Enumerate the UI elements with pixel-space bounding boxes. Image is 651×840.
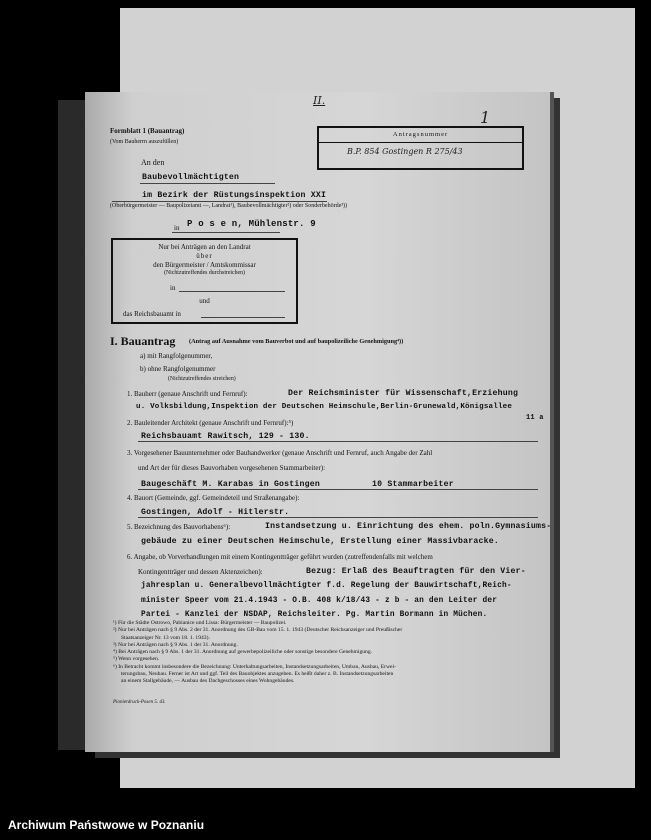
footnote: Staatsanzeiger Nr. 13 vom 18. 1. 1943).: [121, 634, 210, 641]
item6-label: 6. Angabe, ob Vorverhandlungen mit einem Kontingentträger geführt wurden (zutreffendenfalls mit welchem: [127, 553, 433, 561]
handwritten-mark: 1: [480, 108, 491, 127]
footnote: ¹) Für die Städte Ostrowo, Pabianice und Lissa: Bürgermeister — Baupolizei.: [113, 620, 287, 626]
option-b: b) ohne Rangfolgenummer: [140, 365, 216, 373]
landrat-line4: (Nichtzutreffendes durchstreichen): [164, 270, 245, 276]
landrat-line2: über: [196, 252, 213, 260]
folder-edge: [58, 100, 88, 750]
footnote: ⁶) In Betracht kommt insbesondere die Bezeichnung: Unterhaltungsarbeiten, Instandsetzungsarbeiten, Umbau, Ausbau, Erwei-: [113, 663, 396, 670]
footnote: ⁵) Wenn vorgesehen.: [113, 656, 160, 663]
item4-value: Gostingen, Adolf - Hitlerstr.: [141, 508, 290, 517]
item1-value: Der Reichsminister für Wissenschaft,Erziehung: [288, 389, 519, 398]
item6-value2: jahresplan u. Generalbevollmächtigter f.d. Regelung der Bauwirtschaft,Reich-: [141, 582, 512, 590]
item5-value: Instandsetzung u. Einrichtung des ehem. poln.Gymnasiums-: [265, 522, 552, 531]
item3-value: Baugeschäft M. Karabas in Gostingen: [141, 480, 320, 489]
section-title: I. Bauantrag: [110, 334, 176, 348]
item1-value2: u. Volksbildung,Inspektion der Deutschen Heimschule,Berlin-Grunewald,Königsallee: [136, 403, 513, 411]
option-b-note: (Nichtzutreffendes streichen): [168, 376, 236, 382]
item5-label: 5. Bezeichnung des Bauvorhabens⁶):: [127, 523, 231, 531]
item6-label2: Kontingentträger und dessen Aktenzeichen):: [138, 568, 263, 576]
landrat-line1: Nur bei Anträgen an den Landrat: [158, 243, 251, 251]
footnote: terungsbau, Neubau. Ferner ist Art und ggf. Teil des Bauobjektes anzugeben. Es heißt daher z. B. Instandsetzungsarbeiten: [121, 671, 394, 678]
footnote: ⁴) Bei Anträgen nach § 9 Abs. 1 der 31. Anordnung auf gewerbepolizeiliche oder sonstige besondere Genehmigung.: [113, 649, 373, 656]
recipient: Baubevollmächtigten: [142, 173, 240, 182]
item4-label: 4. Bauort (Gemeinde, ggf. Gemeindeteil und Straßenangabe):: [127, 494, 300, 502]
item6-value: Bezug: Erlaß des Beauftragten für den Vier-: [306, 567, 526, 576]
footnote: ³) Nur bei Anträgen nach § 9 Abs. 1 der 31. Anordnung.: [113, 641, 238, 648]
antragsnummer-value: B.P. 854 Gostingen R 275/43: [347, 147, 463, 156]
landrat-und: und: [199, 297, 210, 305]
section-subtitle: (Antrag auf Ausnahme vom Bauverbot und auf baupolizeiliche Genehmigung⁴)): [189, 338, 404, 345]
option-a: a) mit Rangfolgenummer,: [140, 352, 213, 360]
item6-value4: Partei - Kanzlei der NSDAP, Reichsleiter. Pg. Martin Bormann in Müchen.: [141, 611, 488, 619]
authority-note: (Oberbürgermeister — Baupolizeiamt —, Landrat¹), Baubevollmächtigter²) oder Sonderbehörde³)): [110, 203, 348, 209]
footnotes: [113, 620, 402, 686]
item3-label: 3. Vorgesehener Bauunternehmer oder Bauhandwerker (genaue Anschrift und Fernruf, auch Angabe der Zahl: [127, 449, 433, 457]
footnote: an einem Stallgebäude, — Ausbau des Dachgeschosses eines Wohngebäudes.: [121, 678, 295, 685]
antragsnummer-label: Antragsnummer: [392, 131, 449, 138]
form-label: Formblatt 1 (Bauantrag): [110, 127, 185, 135]
item6-value3: minister Speer vom 21.4.1943 - O.B. 408 k/18/43 - z b - an den Leiter der: [141, 597, 498, 605]
landrat-box: [111, 238, 298, 324]
landrat-line3: den Bürgermeister / Amtskommissar: [153, 261, 256, 269]
in-label: in: [174, 224, 180, 232]
antragsnummer-box: [317, 126, 524, 170]
form-note: (Vom Bauherrn auszufüllen): [110, 139, 179, 145]
landrat-reichsbauamt: das Reichsbauamt in: [123, 310, 181, 318]
district: im Bezirk der Rüstungsinspektion XXI: [142, 191, 327, 200]
item2-value: Reichsbauamt Rawitsch, 129 - 130.: [141, 432, 310, 441]
archive-credit: Archiwum Państwowe w Poznaniu: [8, 818, 205, 832]
item1-label: 1. Bauherr (genaue Anschrift und Fernruf):: [127, 390, 248, 398]
location: P o s e n, Mühlenstr. 9: [187, 219, 316, 229]
landrat-in: in: [170, 284, 176, 292]
page-number: II.: [313, 94, 326, 107]
item3-label2: und Art der für dieses Bauvorhaben vorgesehenen Stammarbeiter):: [138, 464, 326, 472]
footnote: ²) Nur bei Anträgen nach § 9 Abs. 2 der 31. Anordnung des GB-Bau vom 15. 1. 1943 (Deutscher Reichsanzeiger und Preußischer: [113, 627, 403, 634]
item2-label: 2. Bauleitender Architekt (genaue Anschrift und Fernruf):⁵): [127, 419, 294, 427]
item3-workers: 10 Stammarbeiter: [372, 480, 454, 489]
item1-value3: 11 a: [526, 414, 544, 422]
item5-value2: gebäude zu einer Deutschen Heimschule, Erstellung einer Massivbaracke.: [141, 537, 499, 546]
address-an: An den: [141, 158, 165, 167]
printer-mark: Pionierdruck-Posen 5. 43.: [113, 700, 166, 705]
